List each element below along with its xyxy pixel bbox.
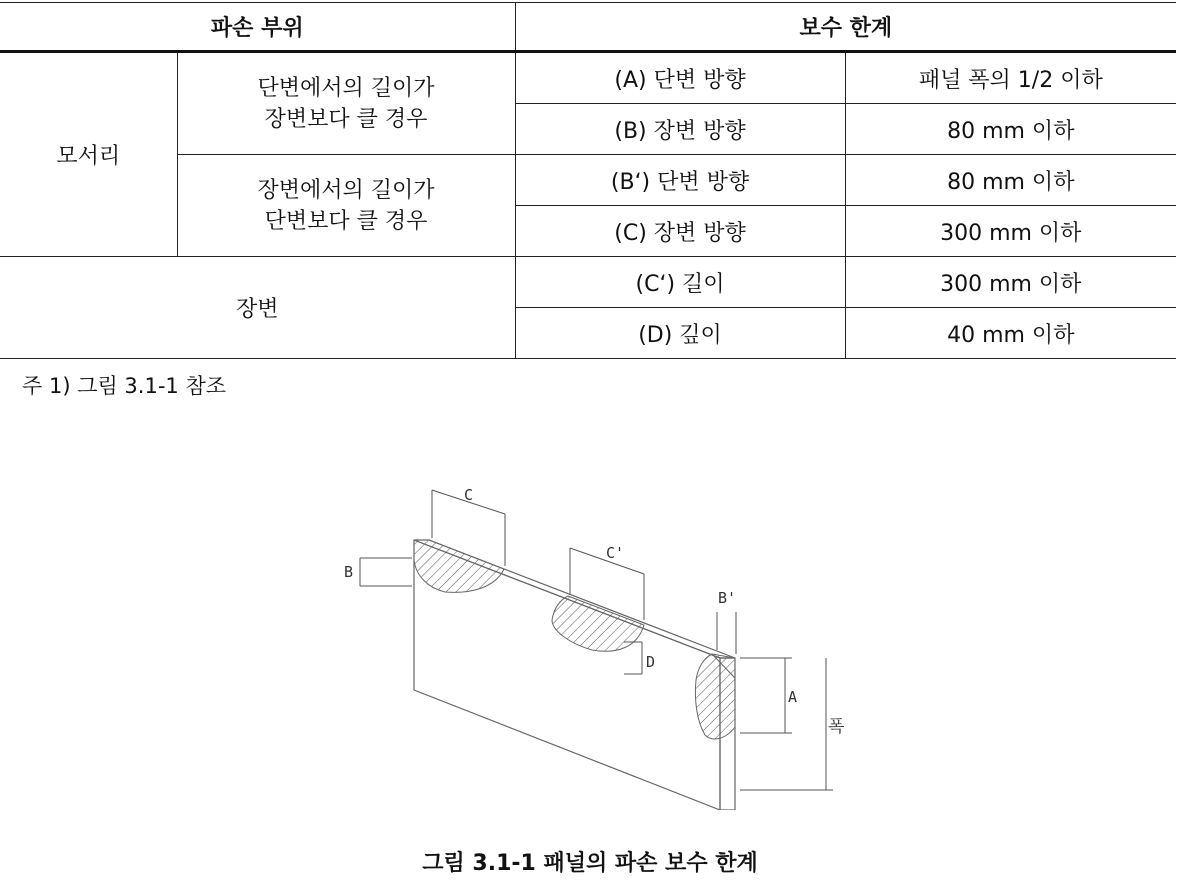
label-c-prime: C' xyxy=(606,544,625,562)
limit-cell: 300 mm 이하 xyxy=(845,257,1176,308)
damage-area-a xyxy=(695,654,735,739)
direction-cell: (B) 장변 방향 xyxy=(515,104,845,155)
repair-limit-table xyxy=(0,2,1176,359)
label-d: D xyxy=(646,653,656,671)
figure-caption: 그림 3.1-1 패널의 파손 보수 한계 xyxy=(422,851,758,876)
label-c: C xyxy=(464,486,474,504)
label-b-prime: B' xyxy=(718,589,737,607)
corner-case1-line2: 장변보다 클 경우 xyxy=(264,106,428,132)
direction-cell: (A) 단변 방향 xyxy=(515,52,845,104)
panel-damage-figure xyxy=(330,470,860,810)
damage-area-c xyxy=(414,540,504,592)
limit-cell: 80 mm 이하 xyxy=(845,104,1176,155)
direction-cell: (B‘) 단변 방향 xyxy=(515,155,845,206)
table-row xyxy=(0,155,1176,206)
direction-cell: (D) 깊이 xyxy=(515,308,845,359)
table-footnote: 주 1) 그림 3.1-1 참조 xyxy=(22,374,227,398)
damage-area-c-prime xyxy=(552,596,644,651)
header-repair-limit: 보수 한계 xyxy=(515,3,1176,52)
limit-cell: 패널 폭의 1/2 이하 xyxy=(845,52,1176,104)
long-side-cell: 장변 xyxy=(0,257,515,359)
table-header-row xyxy=(0,3,1176,52)
corner-case1-cell xyxy=(177,52,515,155)
direction-cell: (C‘) 길이 xyxy=(515,257,845,308)
table-row xyxy=(0,257,1176,308)
label-b: B xyxy=(344,563,354,581)
corner-case2-line2: 단변보다 클 경우 xyxy=(264,208,428,234)
limit-cell: 40 mm 이하 xyxy=(845,308,1176,359)
direction-cell: (C) 장변 방향 xyxy=(515,206,845,257)
table-row xyxy=(0,52,1176,104)
header-damage-part: 파손 부위 xyxy=(0,3,515,52)
label-a: A xyxy=(788,688,798,706)
corner-case2-cell xyxy=(177,155,515,257)
corner-case2-line1: 장변에서의 길이가 xyxy=(257,177,435,203)
corner-case1-line1: 단변에서의 길이가 xyxy=(257,75,435,101)
corner-cell: 모서리 xyxy=(0,52,177,257)
limit-cell: 300 mm 이하 xyxy=(845,206,1176,257)
panel-damage-diagram xyxy=(330,470,860,810)
label-width: 폭 xyxy=(828,717,845,737)
limit-cell: 80 mm 이하 xyxy=(845,155,1176,206)
